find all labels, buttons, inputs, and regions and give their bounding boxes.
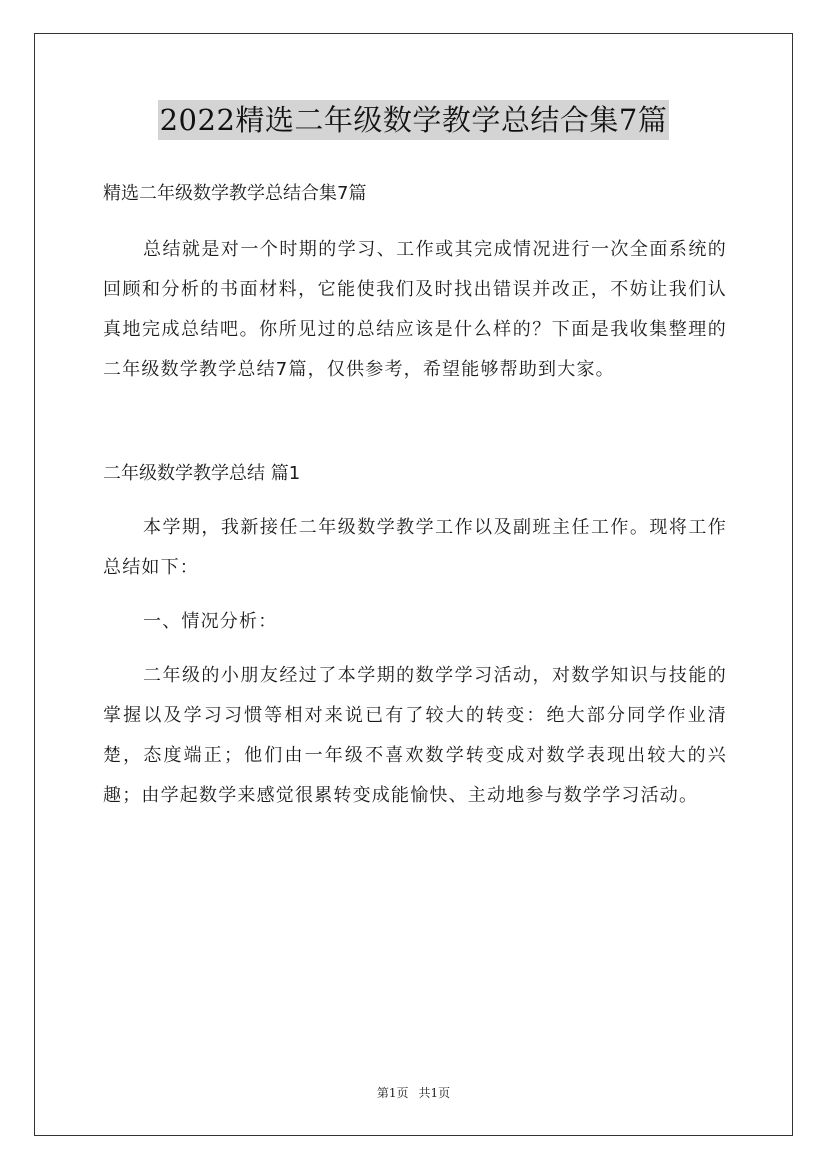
document-body bbox=[103, 174, 727, 816]
page-number: 第1页 bbox=[376, 1086, 409, 1100]
intro-paragraph: 总结就是对一个时期的学习、工作或其完成情况进行一次全面系统的回顾和分析的书面材料，它能使我们及时找出错误并改正，不妨让我们认真地完成总结吧。你所见过的总结应该是什么样的？下面是我收集整理的二年级数学教学总结7篇，仅供参考，希望能够帮助到大家。 bbox=[103, 239, 727, 380]
section-paragraph-3: 二年级的小朋友经过了本学期的数学学习活动，对数学知识与技能的掌握以及学习习惯等相对来说已有了较大的转变：绝大部分同学作业清楚，态度端正；他们由一年级不喜欢数学转变成对数学表现出较大的兴趣；由学起数学来感觉很累转变成能愉快、主动地参与数学学习活动。 bbox=[103, 665, 727, 806]
section-paragraph-2: 一、情况分析： bbox=[143, 611, 278, 632]
title-container bbox=[0, 100, 827, 140]
section-paragraph-1: 本学期，我新接任二年级数学教学工作以及副班主任工作。现将工作总结如下： bbox=[103, 517, 727, 578]
page-total: 共1页 bbox=[418, 1086, 451, 1100]
page-footer bbox=[0, 1084, 827, 1101]
document-subtitle: 精选二年级数学教学总结合集7篇 bbox=[103, 183, 367, 204]
document-title: 2022精选二年级数学教学总结合集7篇 bbox=[158, 100, 670, 140]
section-heading: 二年级数学教学总结 篇1 bbox=[103, 463, 301, 484]
